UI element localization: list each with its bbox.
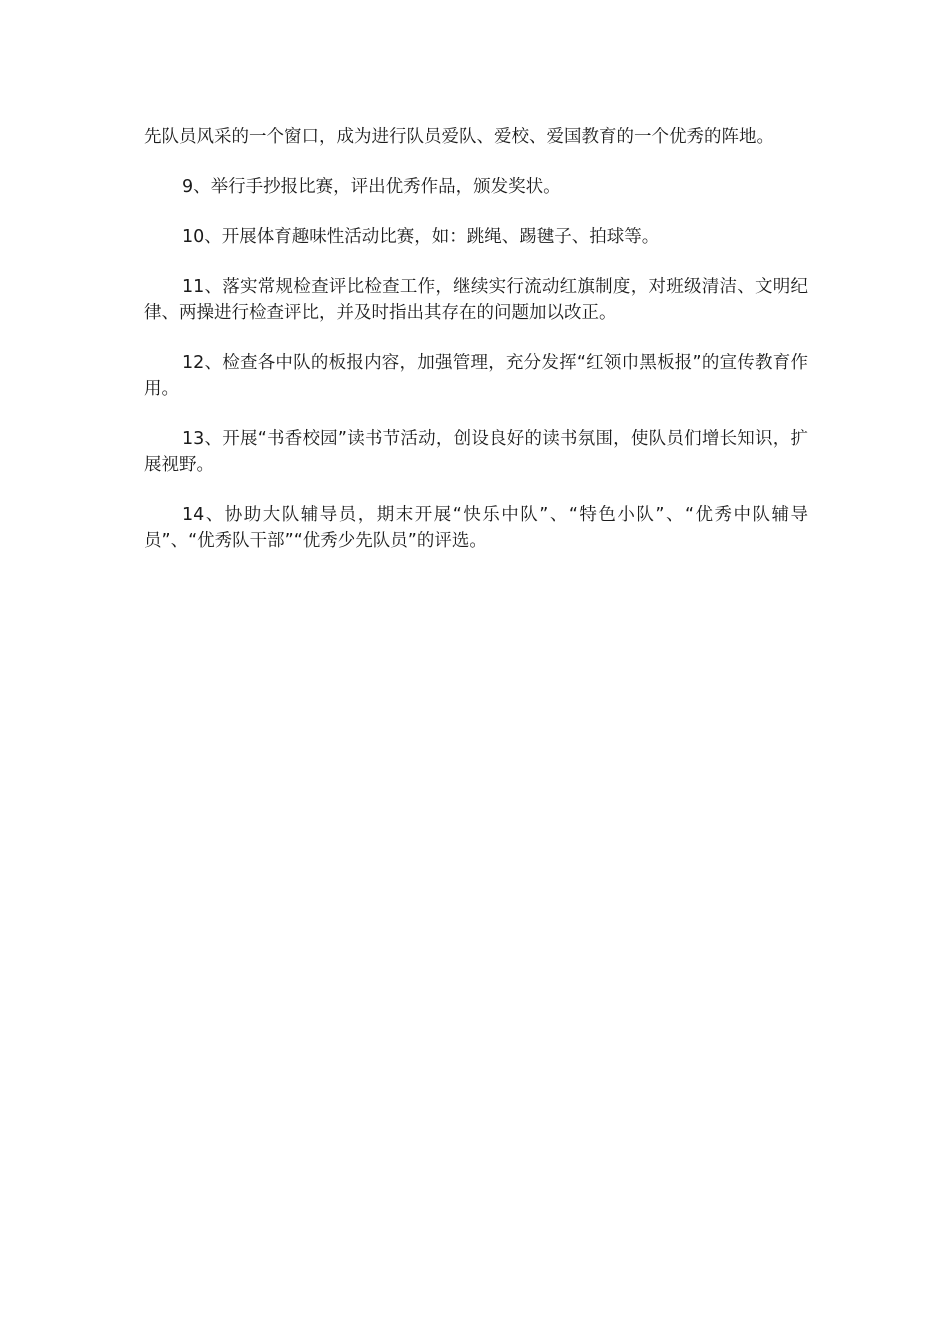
paragraph-item-11: 11、落实常规检查评比检查工作，继续实行流动红旗制度，对班级清洁、文明纪律、两操进行检查评比，并及时指出其存在的问题加以改正。 bbox=[144, 277, 808, 323]
paragraph-item-10: 10、开展体育趣味性活动比赛，如：跳绳、踢毽子、拍球等。 bbox=[182, 227, 660, 247]
paragraph-item-12: 12、检查各中队的板报内容，加强管理，充分发挥“红领巾黑板报”的宣传教育作用。 bbox=[144, 353, 808, 399]
paragraph-item-13: 13、开展“书香校园”读书节活动，创设良好的读书氛围，使队员们增长知识，扩展视野。 bbox=[144, 429, 808, 475]
paragraph-item-14: 14、协助大队辅导员，期末开展“快乐中队”、“特色小队”、“优秀中队辅导员”、“优秀队干部”“优秀少先队员”的评选。 bbox=[144, 505, 808, 551]
paragraph-item-9: 9、举行手抄报比赛，评出优秀作品，颁发奖状。 bbox=[182, 177, 561, 197]
document-body bbox=[144, 124, 808, 578]
paragraph-continuation: 先队员风采的一个窗口，成为进行队员爱队、爱校、爱国教育的一个优秀的阵地。 bbox=[144, 127, 774, 147]
